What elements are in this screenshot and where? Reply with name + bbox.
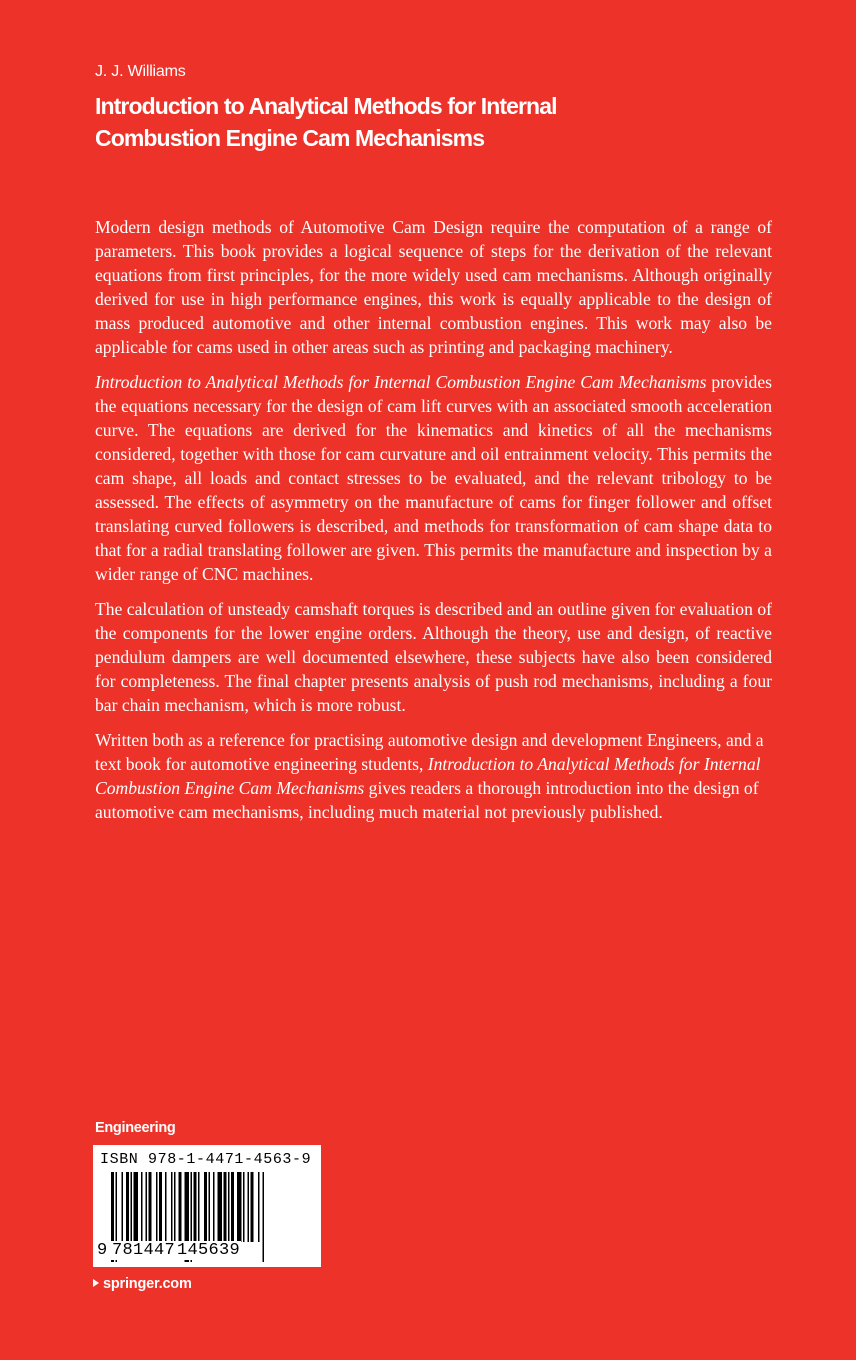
barcode-digit-first: 9 [97, 1241, 108, 1260]
barcode-bar [159, 1172, 162, 1242]
barcode-bar [213, 1172, 215, 1242]
barcode-bar [198, 1172, 200, 1242]
barcode-bar [171, 1172, 173, 1242]
blurb-paragraph-2-body: provides the equations necessary for the design of cam lift curves with an associated smooth acceleration curve. The equations are derived for the kinematics and kinetics of all the mechanisms considered, together with those for cam curvature and oil entrainment velocity. This permits the cam shape, all loads and contact stresses to be evaluated, and the relevant tribology to be assessed. The effects of asymmetry on the manufacture of cams for finger follower and offset translating curved followers is described, and methods for transformation of cam shape data to that for a radial translating follower are given. This permits the manufacture and inspection by a wider range of CNC machines. [95, 372, 772, 584]
barcode-digits-group-1: 781447 [112, 1241, 176, 1260]
barcode-bar [194, 1172, 197, 1242]
publisher-link[interactable] [93, 1276, 192, 1292]
barcode-bar [258, 1172, 260, 1242]
book-title-line-2: Combustion Engine Cam Mechanisms [95, 125, 485, 151]
barcode-bar [174, 1172, 176, 1242]
barcode-bar [209, 1172, 211, 1242]
blurb-paragraph-1: Modern design methods of Automotive Cam Design require the computation of a range of parameters. This book provides a logical sequence of steps for the derivation of the relevant equations from first principles, for the more widely used cam mechanisms. Although originally derived for use in high performance engines, this work is equally applicable to the design of mass produced automotive and other internal combustion engines. This work may also be applicable for cams used in other areas such as printing and packaging machinery. [95, 217, 772, 357]
book-title [95, 90, 735, 154]
blurb-paragraph-3: The calculation of unsteady camshaft torques is described and an outline given for evaluation of the components for the lower engine orders. Although the theory, use and design, of reactive pendulum dampers are well documented elsewhere, these subjects have also been considered for completeness. The final chapter presents analysis of push rod mechanisms, including a four bar chain mechanism, which is more robust. [95, 599, 772, 715]
publisher-link-text: springer.com [103, 1276, 192, 1292]
barcode-digits-group-2: 145639 [177, 1241, 241, 1260]
barcode-bar [224, 1172, 227, 1242]
subject-category: Engineering [95, 1120, 176, 1136]
barcode-bar [218, 1172, 223, 1242]
book-title-line-1: Introduction to Analytical Methods for Internal [95, 93, 557, 119]
barcode-bar [134, 1172, 139, 1242]
barcode-bar [243, 1172, 245, 1242]
barcode-bar [237, 1172, 242, 1242]
barcode-bar [156, 1172, 158, 1242]
blurb-paragraph-4-end: gives readers a thorough introduction into the design of automotive cam mechanisms, including much material not previously published. [95, 778, 759, 822]
barcode-digits [97, 1241, 317, 1260]
barcode-bar [149, 1172, 152, 1242]
barcode-bar [228, 1172, 230, 1242]
isbn-label: ISBN 978-1-4471-4563-9 [100, 1151, 312, 1168]
barcode-bar [248, 1172, 250, 1242]
blurb-paragraph-2-title: Introduction to Analytical Methods for Internal Combustion Engine Cam Mechanisms [95, 372, 707, 392]
author-name: J. J. Williams [95, 63, 186, 80]
blurb-paragraph-4-title: Introduction to Analytical Methods for Internal Combustion Engine Cam Mechanisms [95, 754, 761, 798]
right-triangle-arrow-icon [93, 1279, 99, 1287]
blurb-paragraph-4-start: Written both as a reference for practising automotive design and development Engineers, and a text book for automotive engineering students, [95, 730, 764, 774]
blurb-paragraph-2 [95, 370, 772, 586]
barcode-bar [251, 1172, 254, 1242]
barcode-bar [131, 1172, 133, 1242]
blurb-paragraph-4 [95, 728, 772, 824]
barcode-bar [126, 1172, 129, 1242]
barcode-bar [122, 1172, 124, 1242]
barcode-bar [204, 1172, 207, 1242]
barcode-bar [179, 1172, 182, 1242]
barcode-bar [146, 1172, 148, 1242]
barcode-bar [231, 1172, 234, 1242]
isbn-barcode [93, 1145, 321, 1267]
blurb-text [95, 215, 772, 835]
barcode-bar [165, 1172, 167, 1242]
barcode-bar [141, 1172, 143, 1242]
